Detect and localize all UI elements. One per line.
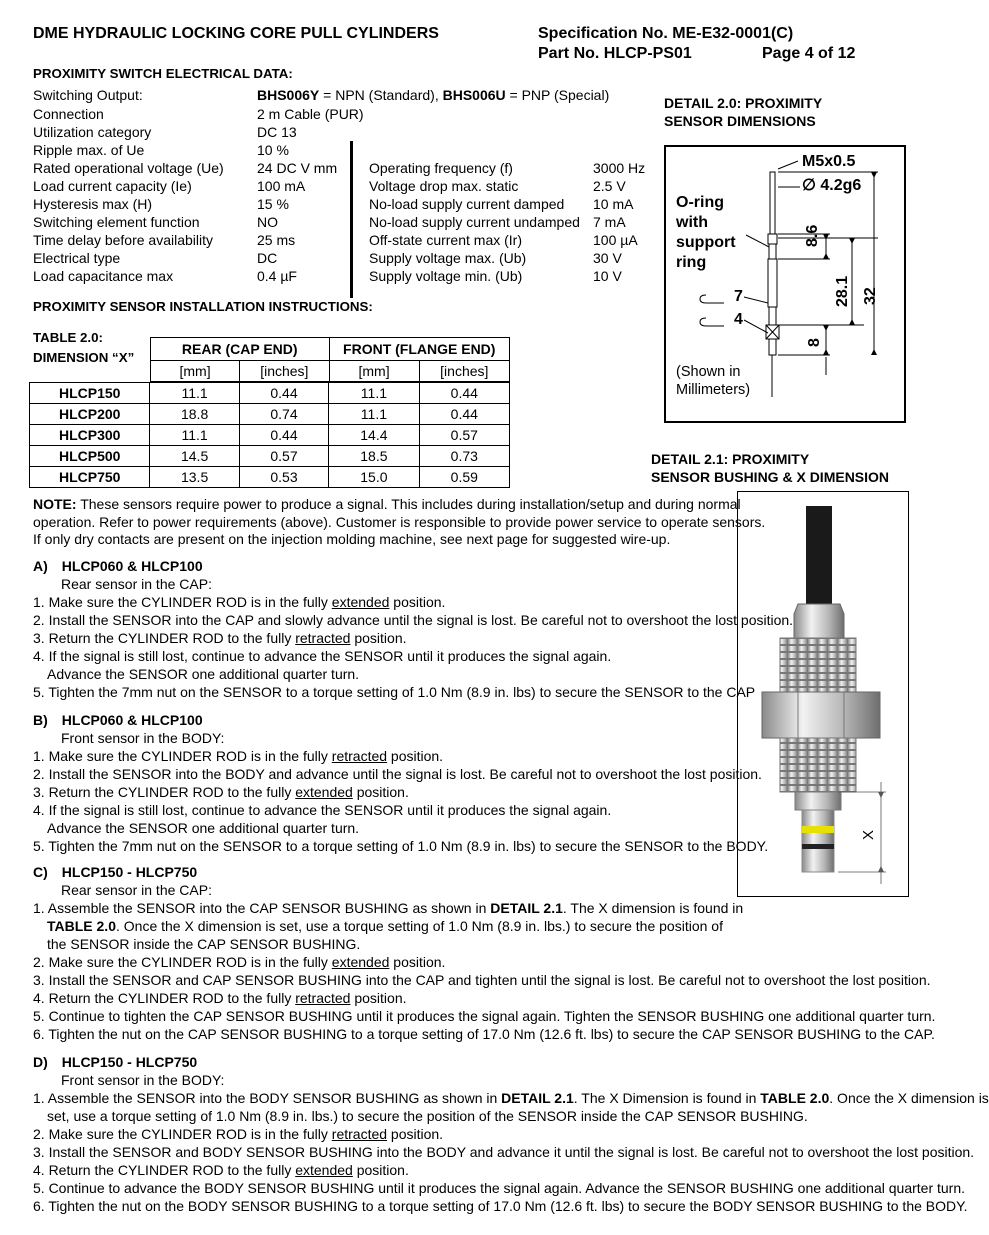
note-line-3: If only dry contacts are present on the injection molding machine, see next page for suggested wire-up. <box>33 531 671 547</box>
front-header: FRONT (FLANGE END) <box>329 338 510 361</box>
section-b-step-1: 1. Make sure the CYLINDER ROD is in the fully retracted position. <box>33 748 444 764</box>
electrical-value: 10 mA <box>593 196 634 212</box>
electrical-label: Supply voltage min. (Ub) <box>369 268 523 284</box>
section-a-step-2: 2. Install the SENSOR into the CAP and slowly advance until the signal is lost. Be careful not to overshoot the lost position. <box>33 612 794 628</box>
dimension-8: 8 <box>806 338 823 347</box>
section-c-sub: Rear sensor in the CAP: <box>61 882 212 898</box>
electrical-label: Voltage drop max. static <box>369 178 519 194</box>
section-d-step-2: 2. Make sure the CYLINDER ROD is in the fully retracted position. <box>33 1126 444 1142</box>
electrical-label: Load current capacity (Ie) <box>33 178 192 194</box>
model-cell: HLCP750 <box>30 467 150 488</box>
electrical-value: 7 mA <box>593 214 626 230</box>
dimension-cell: 14.5 <box>150 446 239 467</box>
table-row <box>30 467 510 488</box>
rear-header: REAR (CAP END) <box>151 338 330 361</box>
electrical-label: Ripple max. of Ue <box>33 142 145 158</box>
divider-bar <box>350 141 353 298</box>
detail20-box <box>664 145 906 423</box>
section-b-step-4b: Advance the SENSOR one additional quarter turn. <box>47 820 360 836</box>
table-row <box>30 404 510 425</box>
section-c-title: HLCP150 - HLCP750 <box>61 864 198 880</box>
dimension-cell: 0.44 <box>239 425 328 446</box>
table-caption-sub: DIMENSION “X” <box>33 350 135 365</box>
dimension-cell: 0.74 <box>239 404 328 425</box>
electrical-label: Utilization category <box>33 124 152 140</box>
electrical-heading: PROXIMITY SWITCH ELECTRICAL DATA: <box>33 66 293 81</box>
detail20-subtitle: SENSOR DIMENSIONS <box>664 113 816 129</box>
dimension-cell: 18.8 <box>150 404 239 425</box>
electrical-value: 2 m Cable (PUR) <box>257 106 364 122</box>
electrical-value: 15 % <box>257 196 289 212</box>
section-d-step-5: 5. Continue to advance the BODY SENSOR BUSHING until it produces the signal again. Advance the SENSOR BUSHING one additional quarter turn. <box>33 1180 966 1196</box>
electrical-value: DC <box>257 250 278 266</box>
electrical-value: DC 13 <box>257 124 297 140</box>
section-d-sub: Front sensor in the BODY: <box>61 1072 225 1088</box>
dimension-header-table <box>150 337 510 382</box>
section-b-step-2: 2. Install the SENSOR into the BODY and advance until the signal is lost. Be careful not to overshoot the lost position. <box>33 766 762 782</box>
dimension-8-6: 8.6 <box>804 224 821 247</box>
section-b-step-4: 4. If the signal is still lost, continue to advance the SENSOR until it produces the signal again. <box>33 802 612 818</box>
electrical-label: Operating frequency (f) <box>369 160 513 176</box>
electrical-label: Time delay before availability <box>33 232 214 248</box>
model-cell: HLCP200 <box>30 404 150 425</box>
document-title: DME HYDRAULIC LOCKING CORE PULL CYLINDERS <box>33 25 439 42</box>
electrical-value: 0.4 µF <box>257 268 297 284</box>
unit-inches: [inches] <box>240 361 329 382</box>
dimension-cell: 11.1 <box>329 404 419 425</box>
wrench-size-4: 4 <box>734 311 743 328</box>
dimension-32: 32 <box>862 287 879 305</box>
thread-spec: M5x0.5 <box>802 153 856 170</box>
section-a-title: HLCP060 & HLCP100 <box>61 558 203 574</box>
section-a-step-3: 3. Return the CYLINDER ROD to the fully retracted position. <box>33 630 407 646</box>
section-a <box>33 557 793 701</box>
section-d-step-3: 3. Install the SENSOR and BODY SENSOR BUSHING into the BODY and advance it until the signal is lost. Be careful not to overshoot the lost position. <box>33 1144 975 1160</box>
detail20-title: DETAIL 2.0: PROXIMITY <box>664 95 823 111</box>
section-c-step-1: 1. Assemble the SENSOR into the CAP SENSOR BUSHING as shown in DETAIL 2.1. The X dimension is found in <box>33 900 744 916</box>
section-d-title: HLCP150 - HLCP750 <box>61 1054 198 1070</box>
pnp-code: BHS006U <box>442 87 506 103</box>
section-c-letter: C) <box>33 864 48 880</box>
npn-code: BHS006Y <box>257 87 320 103</box>
table-row <box>30 383 510 404</box>
electrical-value: 30 V <box>593 250 622 266</box>
power-note <box>33 496 765 549</box>
electrical-value: 3000 Hz <box>593 160 646 176</box>
switching-output-label: Switching Output: <box>33 87 143 103</box>
section-a-step-4: 4. If the signal is still lost, continue to advance the SENSOR until it produces the signal again. <box>33 648 612 664</box>
section-a-step-1: 1. Make sure the CYLINDER ROD is in the fully extended position. <box>33 594 446 610</box>
dimension-cell: 13.5 <box>150 467 239 488</box>
dimension-cell: 18.5 <box>329 446 419 467</box>
dimension-cell: 0.57 <box>239 446 328 467</box>
electrical-label: Switching element function <box>33 214 200 230</box>
oring-line-4: ring <box>676 254 707 271</box>
electrical-value: 10 V <box>593 268 622 284</box>
section-c-step-2: 2. Make sure the CYLINDER ROD is in the fully extended position. <box>33 954 446 970</box>
electrical-label: Off-state current max (Ir) <box>369 232 522 248</box>
electrical-value: 25 ms <box>257 232 296 248</box>
electrical-value: 24 DC V mm <box>257 160 338 176</box>
oring-line-1: O-ring <box>676 194 724 211</box>
electrical-value: 100 µA <box>593 232 638 248</box>
section-d-step-1: 1. Assemble the SENSOR into the BODY SENSOR BUSHING as shown in DETAIL 2.1. The X Dimension is found in TABLE 2.0. Once the X dimension is <box>33 1090 989 1106</box>
section-b-step-5: 5. Tighten the 7mm nut on the SENSOR to a torque setting of 1.0 Nm (8.9 in. lbs) to secure the SENSOR to the BODY. <box>33 838 769 854</box>
units-note-line-2: Millimeters) <box>676 382 751 398</box>
electrical-label: Supply voltage max. (Ub) <box>369 250 527 266</box>
section-a-letter: A) <box>33 558 48 574</box>
electrical-value: NO <box>257 214 278 230</box>
part-number: Part No. HLCP-PS01 <box>538 45 692 62</box>
electrical-value: 10 % <box>257 142 289 158</box>
section-b-step-3: 3. Return the CYLINDER ROD to the fully extended position. <box>33 784 409 800</box>
electrical-label: Hysteresis max (H) <box>33 196 153 212</box>
section-c-step-3: 3. Install the SENSOR and CAP SENSOR BUSHING into the CAP and tighten until the signal is lost. Be careful not to overshoot the lost position. <box>33 972 931 988</box>
electrical-label: No-load supply current undamped <box>369 214 580 230</box>
section-d <box>33 1053 989 1215</box>
section-a-step-5: 5. Tighten the 7mm nut on the SENSOR to a torque setting of 1.0 Nm (8.9 in. lbs) to secure the SENSOR to the CAP <box>33 684 756 700</box>
spec-number: Specification No. ME-E32-0001(C) <box>538 25 794 42</box>
electrical-label: Electrical type <box>33 250 121 266</box>
dimension-cell: 0.57 <box>419 425 509 446</box>
dimension-cell: 0.53 <box>239 467 328 488</box>
model-cell: HLCP500 <box>30 446 150 467</box>
section-c-step-4: 4. Return the CYLINDER ROD to the fully retracted position. <box>33 990 407 1006</box>
dimension-cell: 0.44 <box>239 383 328 404</box>
diameter-spec: ∅ 4.2g6 <box>802 177 862 194</box>
pnp-text: = PNP (Special) <box>505 87 610 103</box>
section-b <box>33 711 768 855</box>
switching-output-value <box>257 87 609 103</box>
electrical-label: Load capacitance max <box>33 268 174 284</box>
units-note-line-1: (Shown in <box>676 364 741 380</box>
note-label: NOTE: <box>33 496 77 512</box>
units-note <box>676 363 750 399</box>
section-b-sub: Front sensor in the BODY: <box>61 730 225 746</box>
dimension-table <box>29 382 510 488</box>
section-d-step-6: 6. Tighten the nut on the BODY SENSOR BUSHING to a torque setting of 17.0 Nm (12.6 ft. lbs) to secure the BODY SENSOR BUSHING to the BODY. <box>33 1198 968 1214</box>
electrical-value: 2.5 V <box>593 178 626 194</box>
dimension-cell: 0.44 <box>419 404 509 425</box>
note-line-2: operation. Refer to power requirements (above). Customer is responsible to provide power service to operate sensors. <box>33 513 766 530</box>
electrical-label: Connection <box>33 106 104 122</box>
dimension-cell: 15.0 <box>329 467 419 488</box>
section-b-title: HLCP060 & HLCP100 <box>61 712 203 728</box>
dimension-cell: 0.59 <box>419 467 509 488</box>
electrical-label: No-load supply current damped <box>369 196 565 212</box>
dimension-cell: 11.1 <box>150 425 239 446</box>
x-dimension-label: X <box>860 829 877 840</box>
unit-mm: [mm] <box>329 361 419 382</box>
install-heading: PROXIMITY SENSOR INSTALLATION INSTRUCTIONS: <box>33 299 373 314</box>
dimension-cell: 0.73 <box>419 446 509 467</box>
oring-line-2: with <box>676 214 708 231</box>
dimension-cell: 11.1 <box>329 383 419 404</box>
section-a-step-4b: Advance the SENSOR one additional quarter turn. <box>47 666 360 682</box>
model-cell: HLCP150 <box>30 383 150 404</box>
unit-mm: [mm] <box>151 361 240 382</box>
table-row <box>30 446 510 467</box>
dimension-cell: 14.4 <box>329 425 419 446</box>
unit-inches: [inches] <box>419 361 509 382</box>
wrench-size-7: 7 <box>734 288 743 305</box>
section-d-letter: D) <box>33 1054 48 1070</box>
section-c-step-5: 5. Continue to tighten the CAP SENSOR BUSHING until it produces the signal again. Tighten the SENSOR BUSHING one additional quarter turn. <box>33 1008 936 1024</box>
table-caption: TABLE 2.0: <box>33 330 103 345</box>
oring-line-3: support <box>676 234 736 251</box>
section-d-step-4: 4. Return the CYLINDER ROD to the fully extended position. <box>33 1162 409 1178</box>
page-number: Page 4 of 12 <box>762 45 856 62</box>
section-d-step-1b: set, use a torque setting of 1.0 Nm (8.9 in. lbs.) to secure the position of the SENSOR inside the CAP SENSOR BUSHING. <box>47 1108 808 1124</box>
dimension-28-1: 28.1 <box>834 275 851 307</box>
section-c-step-6: 6. Tighten the nut on the CAP SENSOR BUSHING to a torque setting of 17.0 Nm (12.6 ft. lbs) to secure the CAP SENSOR BUSHING to the CAP. <box>33 1026 935 1042</box>
note-line-1: These sensors require power to produce a signal. This includes during installation/setup and during normal <box>76 496 741 512</box>
oring-label <box>676 193 736 273</box>
electrical-value: 100 mA <box>257 178 306 194</box>
dimension-cell: 11.1 <box>150 383 239 404</box>
section-a-sub: Rear sensor in the CAP: <box>61 576 212 592</box>
table-row <box>30 425 510 446</box>
detail21-title: DETAIL 2.1: PROXIMITY <box>651 451 810 467</box>
electrical-label: Rated operational voltage (Ue) <box>33 160 224 176</box>
section-b-letter: B) <box>33 712 48 728</box>
section-c-step-1c: the SENSOR inside the CAP SENSOR BUSHING. <box>47 936 361 952</box>
dimension-cell: 0.44 <box>419 383 509 404</box>
section-c-step-1b: TABLE 2.0. Once the X dimension is set, use a torque setting of 1.0 Nm (8.9 in. lbs.) to secure the position of <box>47 918 723 934</box>
npn-text: = NPN (Standard), <box>319 87 443 103</box>
model-cell: HLCP300 <box>30 425 150 446</box>
section-c <box>33 863 935 1043</box>
detail21-subtitle: SENSOR BUSHING & X DIMENSION <box>651 469 890 485</box>
